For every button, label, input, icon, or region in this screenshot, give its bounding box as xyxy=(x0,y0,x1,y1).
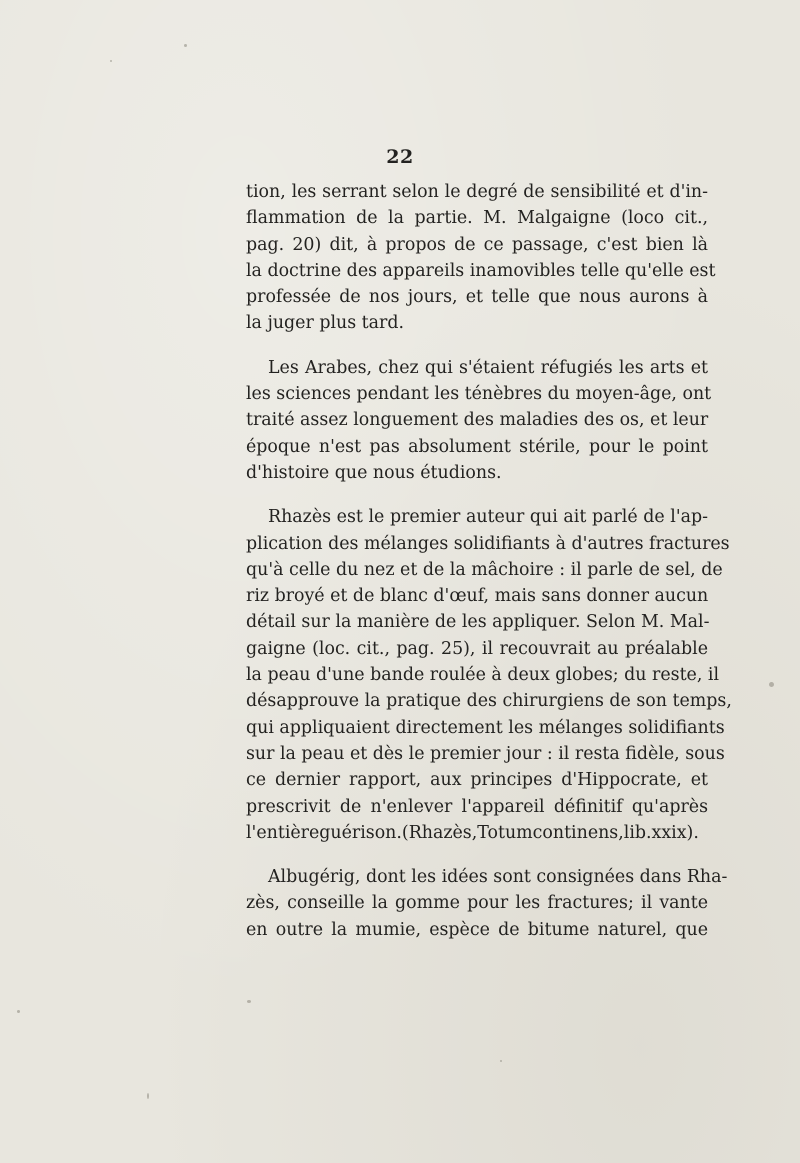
text-line: Les Arabes, chez qui s'étaient réfugiés les arts et xyxy=(268,357,708,378)
paragraph-gap xyxy=(246,486,708,504)
text-line: riz broyé et de blanc d'œuf, mais sans donner aucun xyxy=(246,586,709,607)
text-line: qu'à celle du nez et de la mâchoire : il parle de sel, de xyxy=(246,559,723,580)
text-line: l'entièreguérison.(Rhazès,Totumcontinens,lib.xxix). xyxy=(246,822,699,843)
text-line: la juger plus tard. xyxy=(246,313,404,334)
text-line: la doctrine des appareils inamovibles telle qu'elle est xyxy=(246,260,716,281)
paragraph-4 xyxy=(246,864,728,943)
paragraph-1 xyxy=(246,179,716,337)
text-line: professée de nos jours, et telle que nous aurons à xyxy=(246,287,708,308)
text-line: Rhazès est le premier auteur qui ait parlé de l'ap- xyxy=(268,507,708,528)
text-line: époque n'est pas absolument stérile, pour le point xyxy=(246,436,708,457)
text-line: Albugérig, dont les idées sont consignées dans Rha- xyxy=(268,867,728,888)
text-line: gaigne (loc. cit., pag. 25), il recouvrait au préalable xyxy=(246,638,708,659)
paragraph-3 xyxy=(246,504,732,846)
text-line: d'histoire que nous étudions. xyxy=(246,462,502,483)
text-line: qui appliquaient directement les mélanges solidifiants xyxy=(246,717,725,738)
text-line: zès, conseille la gomme pour les fractures; il vante xyxy=(246,893,708,914)
text-line: détail sur la manière de les appliquer. Selon M. Mal- xyxy=(246,612,710,633)
text-line: traité assez longuement des maladies des os, et leur xyxy=(246,410,709,431)
text-line: la peau d'une bande roulée à deux globes; du reste, il xyxy=(246,665,720,686)
text-line: flammation de la partie. M. Malgaigne (loco cit., xyxy=(246,208,708,229)
paragraph-gap xyxy=(246,337,708,355)
text-line: prescrivit de n'enlever l'appareil définitif qu'après xyxy=(246,796,708,817)
text-line: en outre la mumie, espèce de bitume naturel, que xyxy=(246,919,708,940)
text-line: les sciences pendant les ténèbres du moyen-âge, ont xyxy=(246,384,712,405)
text-line: désapprouve la pratique des chirurgiens de son temps, xyxy=(246,691,732,712)
text-line: sur la peau et dès le premier jour : il resta fidèle, sous xyxy=(246,743,725,764)
page-number: 22 xyxy=(386,146,414,168)
text-line: tion, les serrant selon le degré de sensibilité et d'in- xyxy=(246,182,708,202)
text-line: pag. 20) dit, à propos de ce passage, c'est bien là xyxy=(246,234,708,255)
paragraph-2 xyxy=(246,355,712,486)
body-text xyxy=(246,179,732,943)
text-line: plication des mélanges solidifiants à d'autres fractures xyxy=(246,533,730,554)
text-line: ce dernier rapport, aux principes d'Hippocrate, et xyxy=(246,770,708,791)
paragraph-gap xyxy=(246,846,708,864)
